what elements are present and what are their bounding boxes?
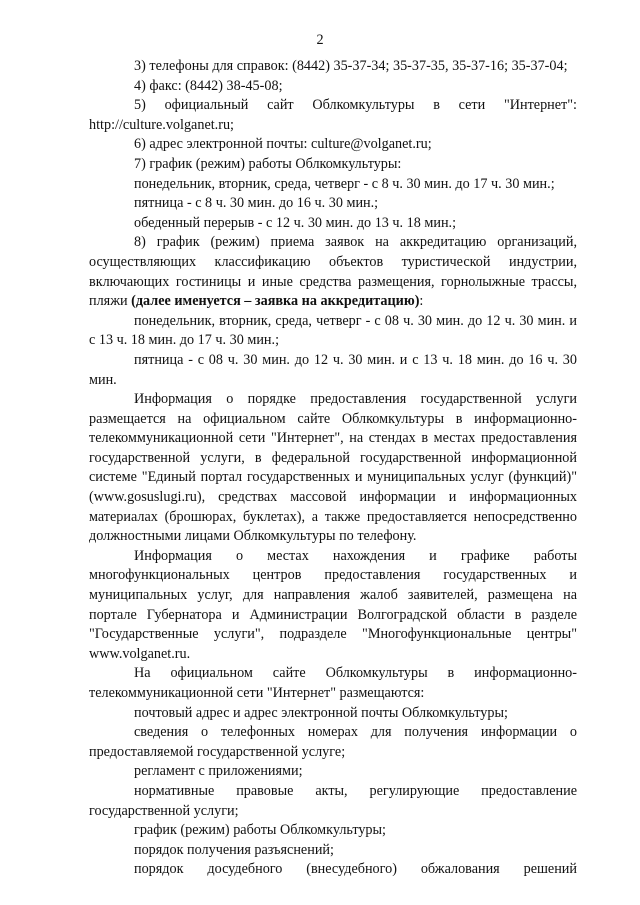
website-paragraph: 5) официальный сайт Облкомкультуры в сети "Интернет": http://culture.volganet.ru; <box>89 97 577 133</box>
phones-paragraph: 3) телефоны для справок: (8442) 35-37-34; 35-37-35, 35-37-16; 35-37-04; <box>134 58 568 74</box>
list-item-postal-address: почтовый адрес и адрес электронной почты Облкомкультуры; <box>134 704 508 721</box>
list-item-regulation: регламент с приложениями; <box>134 763 303 780</box>
schedule-friday: пятница - с 8 ч. 30 мин. до 16 ч. 30 мин.; <box>134 195 379 212</box>
info-procedure-paragraph: Информация о порядке предоставления государственной услуги размещается на официальном сайте Облкомкультуры в информационно-телекоммуникационной сети "Интернет", на стендах в местах предоставления государственной услуги, в федеральной государственной информационной системе "Единый портал государственных и муниципальных услуг (функций)" (www.gosuslugi.ru), средствах массовой информации и информационных материалах (брошюрах, буклетах), а также предоставляется непосредственно должностными лицами Облкомкультуры по телефону. <box>89 391 577 545</box>
website-contents-intro: На официальном сайте Облкомкультуры в информационно-телекоммуникационной сети "Интернет" размещаются: <box>89 665 577 701</box>
email-paragraph: 6) адрес электронной почты: culture@volganet.ru; <box>134 136 432 153</box>
schedule-heading: 7) график (режим) работы Облкомкультуры: <box>134 155 402 172</box>
schedule-weekdays: понедельник, вторник, среда, четверг - с 8 ч. 30 мин. до 17 ч. 30 мин.; <box>134 175 555 192</box>
mfc-info-paragraph: Информация о местах нахождения и графике работы многофункциональных центров предоставления государственных и муниципальных услуг, для направления жалоб заявителей, размещена на портале Губернатора и Администрации Волгоградской области в разделе "Государственные услуги", подразделе "Многофункциональные центры" www.volganet.ru. <box>89 547 577 662</box>
list-item-clarifications: порядок получения разъяснений; <box>134 841 334 858</box>
document-body <box>89 57 577 880</box>
fax-paragraph: 4) факс: (8442) 38-45-08; <box>134 77 283 94</box>
applications-weekdays: понедельник, вторник, среда, четверг - с 08 ч. 30 мин. до 12 ч. 30 мин. и с 13 ч. 18 мин. до 17 ч. 30 мин.; <box>89 312 577 349</box>
schedule-lunch: обеденный перерыв - с 12 ч. 30 мин. до 13 ч. 18 мин.; <box>134 214 457 231</box>
page-number: 2 <box>316 32 324 48</box>
applications-schedule-text: 8) график (режим) приема заявок на аккредитацию организаций, осуществляющих классификацию объектов туристической индустрии, включающих гостиницы и иные средства размещения, горнолыжные трассы, пляжи <box>89 234 577 310</box>
applications-schedule-bold: (далее именуется – заявка на аккредитацию) <box>131 293 420 310</box>
list-item-work-schedule: график (режим) работы Облкомкультуры; <box>134 822 386 839</box>
list-item-legal-acts: нормативные правовые акты, регулирующие предоставление государственной услуги; <box>89 782 577 819</box>
applications-schedule-paragraph <box>89 233 577 311</box>
list-item-phone-info: сведения о телефонных номерах для получения информации о предоставляемой государственной услуге; <box>89 724 577 760</box>
applications-friday: пятница - с 08 ч. 30 мин. до 12 ч. 30 мин. и с 13 ч. 18 мин. до 16 ч. 30 мин. <box>89 351 577 388</box>
list-item-appeal-procedure: порядок досудебного (внесудебного) обжалования решений <box>134 861 577 878</box>
applications-schedule-end: : <box>419 293 424 310</box>
